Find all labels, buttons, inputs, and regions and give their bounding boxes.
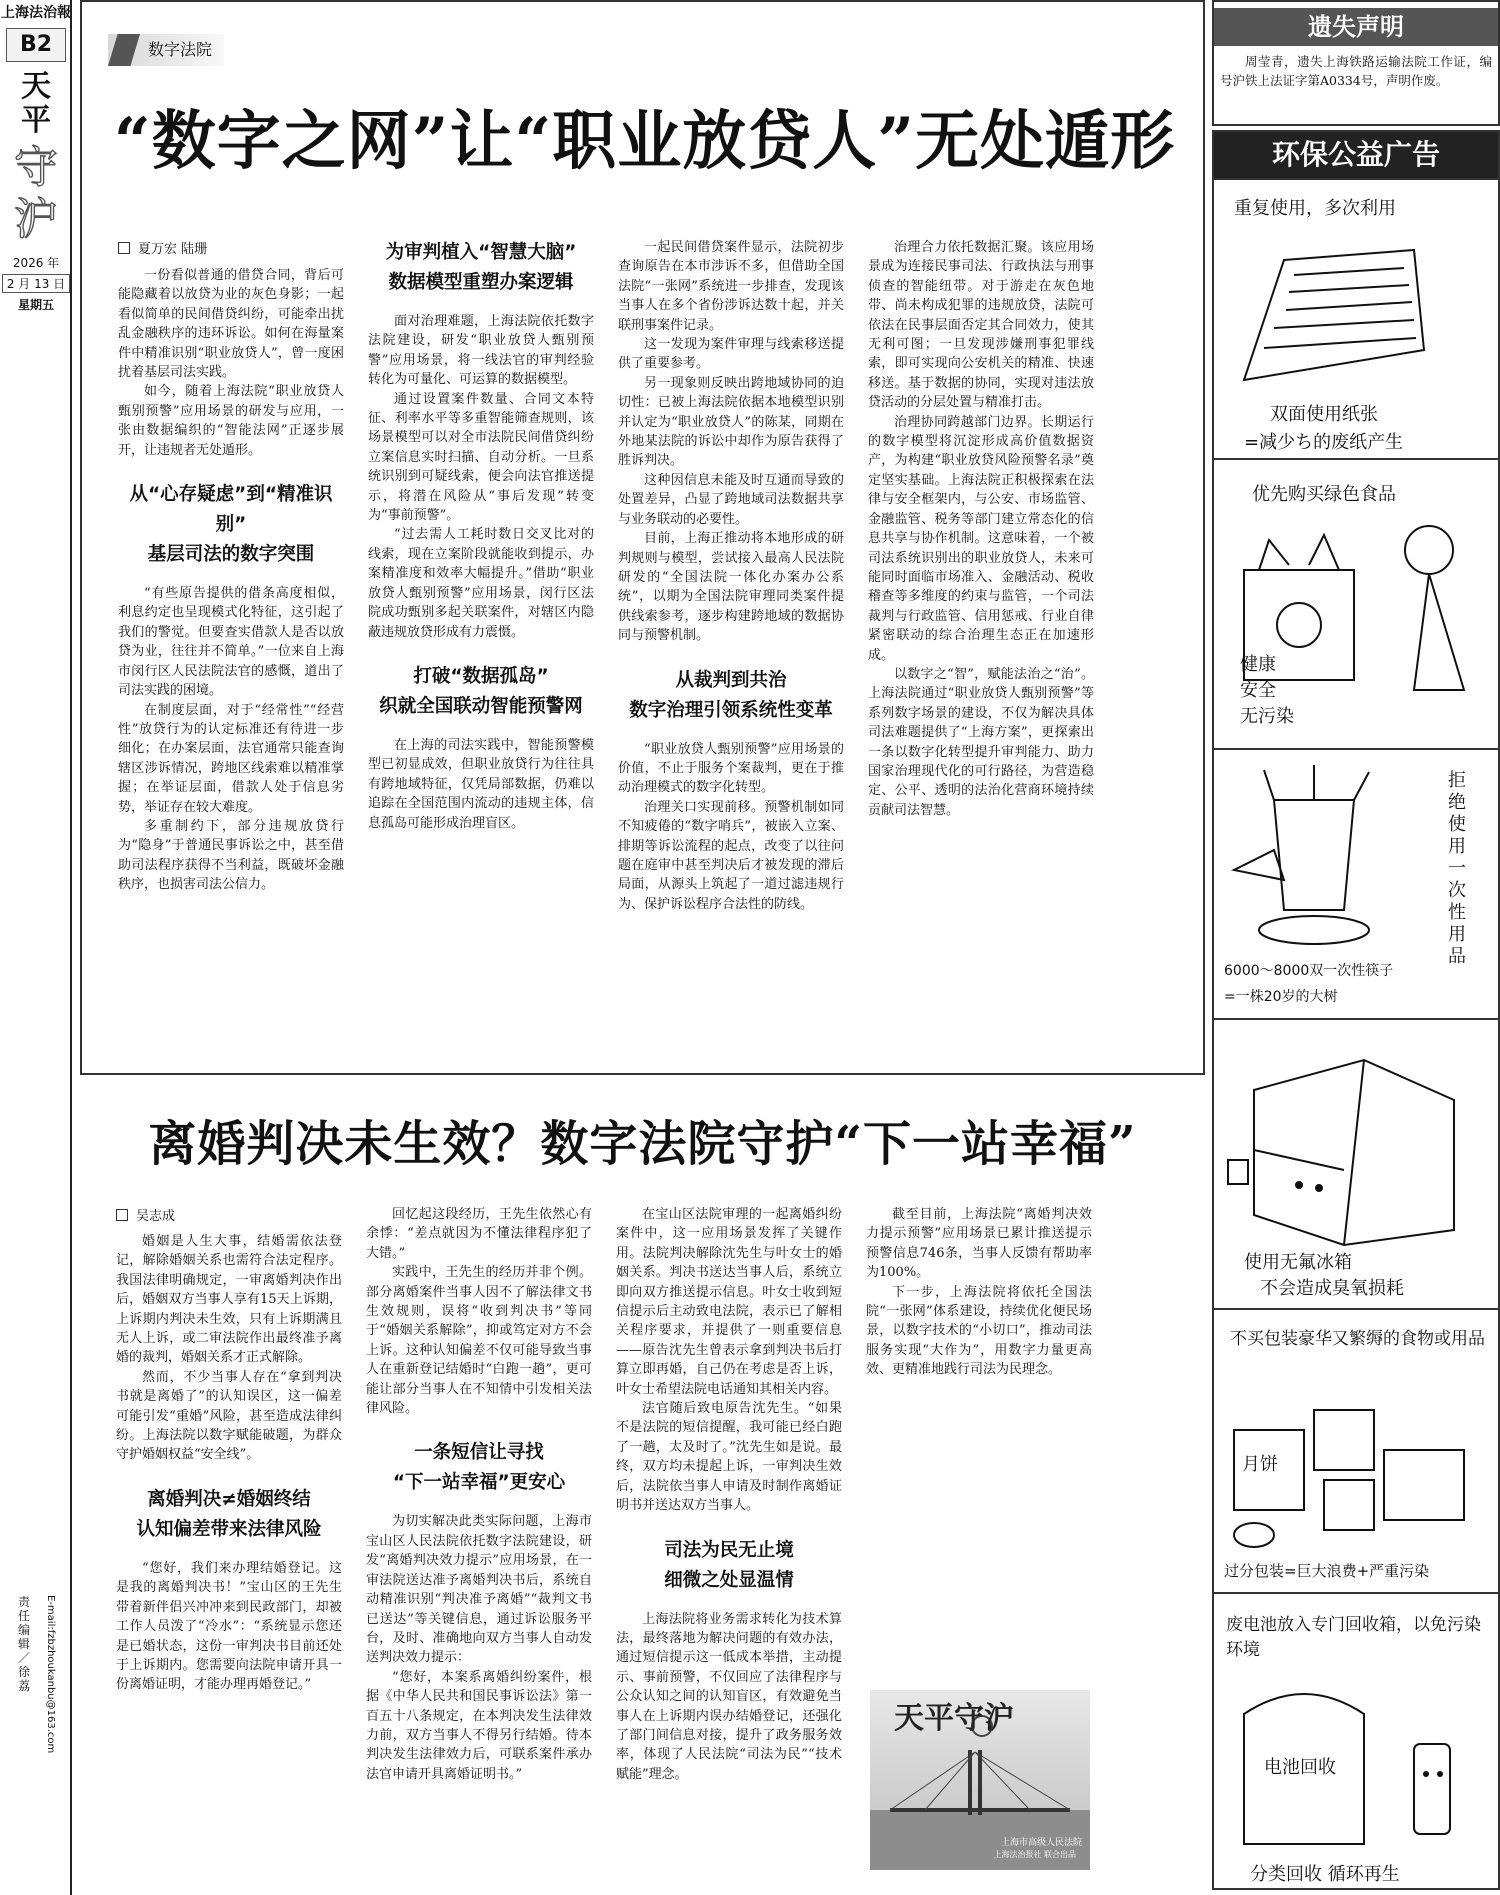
paragraph: 然而，不少当事人存在“拿到判决书就是离婚了”的认知误区，这一偏差可能引发“重婚”风险，甚至造成法律纠纷。上海法院以数字赋能破题，为群众守护婚姻权益“安全线”。 <box>116 1369 342 1463</box>
ad-panel-battery <box>1214 1592 1498 1888</box>
paragraph: 面对治理难题，上海法院依托数字法院建设，研发“职业放贷人甄别预警”应用场景，将一线法官的审判经验转化为可量化、可运算的数据模型。 <box>368 314 594 388</box>
date-weekday: 星期五 <box>17 298 54 312</box>
ad-caption: 重复使用，多次利用 <box>1234 198 1396 219</box>
article-column-1 <box>118 266 344 1061</box>
paragraph: “职业放贷人甄别预警”应用场景的价值，不止于服务个案裁判，更在于推动治理模式的数字化转型。 <box>618 741 844 796</box>
ad-caption: 分类回收 循环再生 <box>1250 1864 1400 1885</box>
paragraph: 法官随后致电原告沈先生。“如果不是法院的短信提醒，我可能已经白跑了一趟，太及时了。”沈先生如是说。最终，双方均未提起上诉，一审判决生效后，法院依当事人申请及时制作离婚证明书并送达双方当事人。 <box>616 1401 842 1514</box>
headline-divorce: 离婚判决未生效？数字法院守护“下一站幸福” <box>148 1116 1137 1172</box>
subheading: 为审判植入“智慧大脑” 数据模型重塑办案逻辑 <box>385 242 577 293</box>
logo-court-sub: 上海法治报社 联合出品 <box>993 1850 1076 1859</box>
ad-caption: 安全 <box>1240 680 1276 701</box>
subheading: 司法为民无止境 细微之处显温情 <box>664 1539 794 1591</box>
paragraph: 通过设置案件数量、合同文本特征、利率水平等多重智能筛查规则，该场景模型可以对全市法院民间借贷纠纷立案信息实时扫描、自动分析。一旦系统识别到可疑线索，便会向法官推送提示，将潜在风险从“事后发现”转变为“事前预警”。 <box>368 391 594 524</box>
ad-caption: =一株20岁的大树 <box>1224 989 1338 1005</box>
paragraph: 以数字之“智”，赋能法治之“治”。上海法院通过“职业放贷人甄别预警”等系列数字场景的建设，不仅为解决具体司法难题提供了“上海方案”，更探索出一条以数字化转型提升审判能力、助力国家治理现代化的可行路径，为营造稳定、公平、透明的法治化营商环境持续贡献司法智慧。 <box>868 666 1094 818</box>
ad-panel-green-food <box>1214 458 1498 748</box>
paragraph: “过去需人工耗时数日交叉比对的线索，现在立案阶段就能收到提示，办案精准度和效率大幅提升。”借助“职业放贷人甄别预警”应用场景，闵行区法院成功甄别多起关联案件，对辖区内隐蔽违规放贷形成有力震慑。 <box>368 527 594 640</box>
paragraph: 这种因信息未能及时互通而导致的处置差异，凸显了跨地域司法数据共享与业务联动的必要性。 <box>618 472 844 527</box>
byline-authors: 吴志成 <box>136 1209 176 1224</box>
paragraph: 一份看似普通的借贷合同，背后可能隐藏着以放贷为业的灰色身影；一起看似简单的民间借贷纠纷，可能牵出扰乱金融秩序的违环诉讼。如何在海量案件中精准识别“职业放贷人”，曾一度困扰着基层司法实践。 <box>118 268 344 381</box>
lost-notice-title: 遗失声明 <box>1214 8 1498 46</box>
paragraph: 多重制约下，部分违规放贷行为“隐身”于普通民事诉讼之中，甚至借助司法程序获得不当利益，既破坏金融秩序，也损害司法公信力。 <box>118 818 344 893</box>
date-day: 2 月 13 日 <box>2 274 70 293</box>
ad-caption: 健康 <box>1240 654 1276 675</box>
article-column-3 <box>618 238 844 1060</box>
paper-icon <box>1214 230 1498 400</box>
paragraph: 婚姻是人生大事，结婚需依法登记，解除婚姻关系也需符合法定程序。我国法律明确规定，一审离婚判决作出后，婚姻双方当事人享有15天上诉期，上诉期内判决未生效，只有上诉期满且无人上诉，或二审法院作出最终准予离婚的裁判，婚姻关系才正式解除。 <box>116 1234 342 1366</box>
subheading: 离婚判决≠婚姻终结 认知偏差带来法律风险 <box>136 1488 322 1540</box>
paragraph: “您好，我们来办理结婚登记。这是我的离婚判决书！”宝山区的王先生带着新伴侣兴冲冲来到民政部门，却被工作人员泼了“冷水”：“系统显示您还是已婚状态，这份一审判决书目前还处于上诉期内。您需要向法院申请开具一份离婚证明，才能办理再婚登记。” <box>116 1560 342 1693</box>
ad-caption: 双面使用纸张 <box>1270 404 1378 425</box>
ad-panel-fridge <box>1214 1018 1498 1308</box>
column-name: 天 平 <box>21 69 51 138</box>
byline <box>118 238 207 257</box>
eco-ad <box>1212 130 1500 1890</box>
byline-box-icon <box>118 242 130 254</box>
subheading: 从“心存疑虑”到“精准识别” 基层司法的数字突围 <box>129 484 333 566</box>
tree-stump-icon <box>1214 760 1414 960</box>
ad-caption: 使用无氟冰箱 <box>1244 1252 1352 1273</box>
fridge-icon <box>1214 1030 1498 1250</box>
byline-box-icon <box>116 1209 128 1221</box>
paragraph: 一起民间借贷案件显示，法院初步查询原告在本市涉诉不多，但借助全国法院“一张网”系统进一步排查，发现该当事人在多个省份涉诉达数十起，并关联刑事案件记录。 <box>618 240 844 333</box>
ad-caption: 电池回收 <box>1264 1757 1336 1778</box>
ad-panel-packaging <box>1214 1308 1498 1592</box>
section-tag: 数字法院 <box>108 34 224 66</box>
article2-column-1 <box>116 1232 342 1882</box>
ad-caption: 拒绝使用一次性用品 <box>1445 770 1466 968</box>
paragraph: 上海法院将业务需求转化为技术算法，最终落地为解决问题的有效办法，通过短信提示这一低成本举措，主动提示、事前预警，不仅回应了法律程序与公众认知之间的认知盲区，有效避免当事人在上诉期内误办结婚登记，还强化了部门间信息对接，提升了政务服务效率，体现了人民法院“司法为民”“技术赋能”理念。 <box>616 1611 842 1782</box>
paragraph: 目前，上海正推动将本地形成的研判规则与模型，尝试接入最高人民法院研发的“全国法院一体化办案办公系统”，以期为全国法院审理同类案件提供线索参考，逐步构建跨地域的数据协同与预警机制。 <box>618 531 844 644</box>
ad-caption: 不买包装豪华又繁缛的食物或用品 <box>1230 1329 1485 1349</box>
main-content <box>80 0 1205 1895</box>
ad-caption: 月饼 <box>1242 1454 1278 1475</box>
paragraph: 下一步，上海法院将依托全国法院“一张网”体系建设，持续优化便民场景，以数字技术的“小切口”，推动司法服务实现“大作为”，用数字力量更高效、更精准地践行司法为民理念。 <box>866 1284 1092 1378</box>
paragraph: 治理合力依托数据汇聚。该应用场景成为连接民事司法、行政执法与刑事侦查的智能纽带。对于游走在灰色地带、尚未构成犯罪的违规放贷，法院可依法在民事层面否定其合同效力，使其无利可图；一旦发现涉嫌刑事犯罪线索，即可实现向公安机关的精准、快速移送。基于数据的协同，实现对违法放贷活动的分层处置与精准打击。 <box>868 240 1094 411</box>
subheading: 从裁判到共治 数字治理引领系统性变革 <box>629 669 833 721</box>
logo-court-name: 上海市高级人民法院 <box>1000 1838 1082 1848</box>
paragraph: 为切实解决此类实际问题，上海市宝山区人民法院依托数字法院建设，研发“离婚判决效力提示”应用场景，在一审法院送达准予离婚判决书后，系统自动精准识别“判决准予离婚”“裁判文书已送达”等关键信息，通过诉讼服务平台，及时、准确地向双方当事人自动发送判决效力提示： <box>366 1514 592 1666</box>
subheading: 打破“数据孤岛” 织就全国联动智能预警网 <box>379 665 583 717</box>
paragraph: 治理协同跨越部门边界。长期运行的数字模型将沉淀形成高价值数据资产，为构建“职业放贷风险预警名录”奠定坚实基础。上海法院正积极探索在法律与安全框架内，与公安、市场监管、金融监管、税务等部门建立常态化的信息共享与协作机制。这意味着，一个被司法系统识别出的职业放贷人，未来可能同时面临市场准入、金融活动、税收稽查等多维度的约束与监管，一个司法裁判与行政监管、信用惩戒、行业自律紧密联动的综合治理生态正在加速形成。 <box>868 414 1094 663</box>
paragraph: 回忆起这段经历，王先生依然心有余悸：“差点就因为不懂法律程序犯了大错。” <box>366 1207 592 1261</box>
paragraph: 另一现象则反映出跨地域协同的迫切性：已被上海法院依据本地模型识别并认定为“职业放贷人”的陈某，同期在外地某法院的诉讼中却作为原告获得了胜诉判决。 <box>618 375 844 469</box>
paragraph: “您好，本案系离婚纠纷案件，根据《中华人民共和国民事诉讼法》第一百五十八条规定，在本判决发生法律效力前，双方当事人不得另行结婚。待本判决发生法律效力后，可联系案件承办法官申请开具离婚证明书。” <box>366 1669 592 1782</box>
ad-panel-disposables <box>1214 748 1498 1018</box>
lost-notice <box>1212 0 1500 126</box>
paragraph: “有些原告提供的借条高度相似，利息约定也呈现模式化特征，这引起了我们的警觉。但要查实借款人是否以放贷为业，往往并不简单。”一位来自上海市闵行区人民法院法官的感慨，道出了司法实践的困境。 <box>118 586 344 699</box>
eco-ad-title: 环保公益广告 <box>1214 132 1498 178</box>
paragraph: 实践中，王先生的经历并非个例。部分离婚案件当事人因不了解法律文书生效规则，误将“收到判决书”等同于“婚姻关系解除”，抑或笃定对方不会上诉。这种认知偏差不仅可能导致当事人在重新登记结婚时“白跑一趟”，更可能让部分当事人在不知情中引发相关法律风险。 <box>366 1265 592 1417</box>
page-number: B2 <box>6 28 66 62</box>
paragraph: 这一发现为案件审理与线索移送提供了重要参考。 <box>618 337 844 372</box>
subheading: 一条短信让寻找 “下一站幸福”更安心 <box>392 1442 566 1494</box>
paragraph: 在制度层面，对于“经常性”“经营性”放贷行为的认定标准还有待进一步细化；在办案层面，法官通常只能查询辖区涉诉情况，跨地区线索难以精准掌握；在举证层面，借款人处于信息劣势，举证存在较大难度。 <box>118 702 344 815</box>
battery-box-icon <box>1214 1664 1498 1864</box>
ad-caption: 6000～8000双一次性筷子 <box>1224 963 1394 979</box>
ad-caption: 过分包装=巨大浪费+严重污染 <box>1224 1562 1430 1580</box>
byline <box>116 1205 175 1224</box>
masthead <box>0 0 72 1895</box>
editor-credit: 责 任 编 辑 ／ 徐 荔 <box>18 1595 31 1693</box>
article2-column-4 <box>866 1205 1092 1675</box>
headline: “数字之网”让“职业放贷人”无处遁形 <box>113 104 1176 179</box>
article2-column-3 <box>616 1205 842 1882</box>
paragraph: 治理关口实现前移。预警机制如同不知疲倦的“数字哨兵”，被嵌入立案、排期等诉讼流程的起点，改变了以往问题在庭审中甚至判决后才被发现的滞后局面，从源头上筑起了一道过滤违规行为、保护诉讼程序合法性的防线。 <box>618 799 844 912</box>
paragraph: 如今，随着上海法院“职业放贷人甄别预警”应用场景的研发与应用，一张由数据编织的“智能法网”正逐步展开，让违规者无处遁形。 <box>118 384 344 458</box>
article-professional-lender <box>80 0 1205 1075</box>
date-year: 2026 年 <box>12 256 60 270</box>
paragraph: 在宝山区法院审理的一起离婚纠纷案件中，这一应用场景发挥了关键作用。法院判决解除沈先生与叶女士的婚姻关系。判决书送达当事人后，系统立即向双方推送提示信息。叶女士收到短信提示后主动致电法院，表示已了解相关程序要求，并提供了一则重要信息——原告沈先生曾表示拿到判决书后打算立即再婚，自己仍在考虑是否上诉，叶女士希望法院电话通知其相关内容。 <box>616 1207 842 1397</box>
paper-name: 上海法治報 <box>1 5 71 21</box>
byline-authors: 夏万宏 陆珊 <box>138 242 208 257</box>
ad-caption: 废电池放入专门回收箱，以免污染环境 <box>1226 1615 1481 1660</box>
column-name-outline: 守 沪 <box>14 142 58 245</box>
sidebar <box>1212 0 1500 1895</box>
lost-notice-text: 周莹青，遗失上海铁路运输法院工作证，编号沪铁上法证字第A0334号，声明作废。 <box>1220 54 1492 88</box>
logo-name: 天平守沪 <box>894 1701 1014 1736</box>
article-column-4 <box>868 238 1094 1060</box>
article-column-2 <box>368 238 594 1060</box>
article2-column-2 <box>366 1205 592 1882</box>
column-logo-image <box>870 1690 1090 1870</box>
ad-caption: =减少ち的废纸产生 <box>1244 432 1404 453</box>
editor-email: E-mail:fzbzhoukanbu@163.com <box>45 1595 56 1754</box>
ad-panel-reuse <box>1214 178 1498 458</box>
ad-caption: 无污染 <box>1240 706 1294 727</box>
ad-caption: 不会造成臭氧损耗 <box>1260 1278 1404 1299</box>
paragraph: 截至目前，上海法院“离婚判决效力提示预警”应用场景已累计推送提示预警信息746条，当事人反馈有帮助率为100%。 <box>866 1207 1092 1281</box>
paragraph: 在上海的司法实践中，智能预警模型已初显成效，但职业放贷行为往往具有跨地域特征，仅凭局部数据，仍难以追踪在全国范围内流动的违规主体，信息孤岛可能形成治理盲区。 <box>368 737 594 831</box>
ad-caption: 优先购买绿色食品 <box>1252 484 1396 505</box>
